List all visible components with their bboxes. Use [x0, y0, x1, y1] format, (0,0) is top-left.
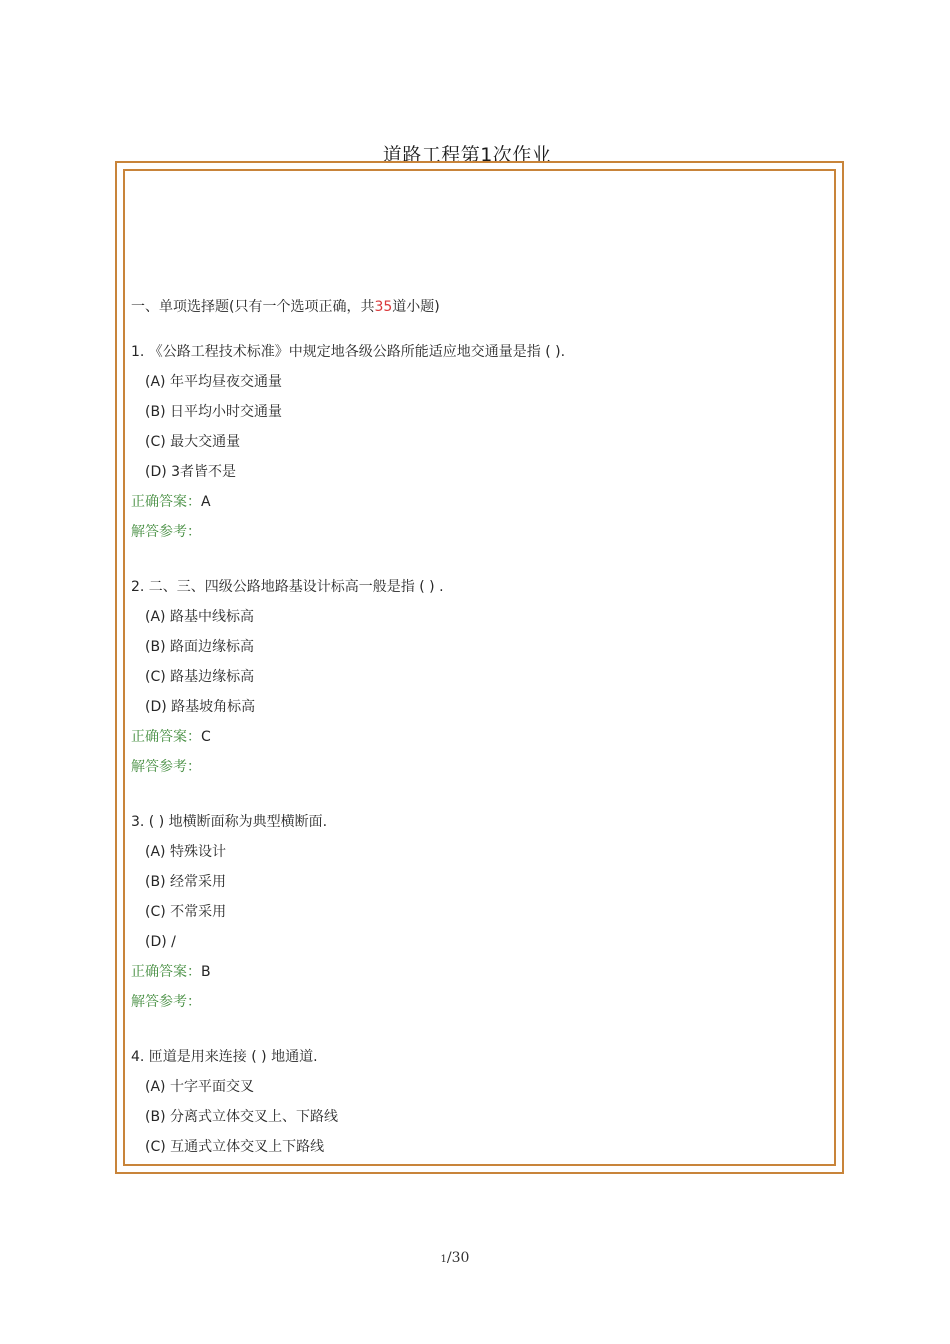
page-number — [0, 1250, 930, 1266]
question-3-option-a: (A) 特殊设计 — [145, 844, 226, 860]
question-1-answer — [131, 493, 211, 511]
answer-value: C — [201, 729, 211, 745]
answer-value: B — [201, 964, 211, 980]
question-count: 35 — [374, 299, 393, 315]
question-1-option-b: (B) 日平均小时交通量 — [145, 404, 282, 420]
question-4-option-a: (A) 十字平面交叉 — [145, 1079, 254, 1095]
question-2-option-d: (D) 路基坡角标高 — [145, 699, 256, 715]
question-3-option-c: (C) 不常采用 — [145, 904, 227, 920]
total-pages: /30 — [446, 1250, 470, 1266]
question-2-stem: 2. 二、三、四级公路地路基设计标高一般是指 ( ) . — [131, 579, 444, 595]
question-3-answer — [131, 963, 211, 981]
question-2-answer — [131, 728, 211, 746]
question-3-option-b: (B) 经常采用 — [145, 874, 226, 890]
question-3-option-d: (D) / — [145, 934, 176, 950]
question-1-option-d: (D) 3者皆不是 — [145, 464, 237, 480]
question-3-explain-label: 解答参考： — [131, 994, 201, 1010]
question-4-stem: 4. 匝道是用来连接 ( ) 地通道. — [131, 1049, 318, 1065]
current-page: 1 — [440, 1254, 447, 1265]
question-1-stem: 1. 《公路工程技术标准》中规定地各级公路所能适应地交通量是指 ( ). — [131, 344, 566, 360]
question-2-option-c: (C) 路基边缘标高 — [145, 669, 255, 685]
section-heading: 一、单项选择题(只有一个选项正确，共35道小题) — [131, 299, 440, 315]
question-3-stem: 3. ( ) 地横断面称为典型横断面. — [131, 814, 328, 830]
question-1-option-c: (C) 最大交通量 — [145, 434, 241, 450]
question-2-explain-label: 解答参考： — [131, 759, 201, 775]
question-2-option-a: (A) 路基中线标高 — [145, 609, 254, 625]
answer-label: 正确答案： — [131, 729, 201, 745]
answer-label: 正确答案： — [131, 964, 201, 980]
question-1-option-a: (A) 年平均昼夜交通量 — [145, 374, 282, 390]
answer-value: A — [201, 494, 211, 510]
question-1-explain-label: 解答参考： — [131, 524, 201, 540]
question-4-option-c: (C) 互通式立体交叉上下路线 — [145, 1139, 325, 1155]
question-4-option-b: (B) 分离式立体交叉上、下路线 — [145, 1109, 338, 1125]
answer-label: 正确答案： — [131, 494, 201, 510]
page-title: 道路工程第1次作业 — [382, 144, 552, 166]
question-2-option-b: (B) 路面边缘标高 — [145, 639, 254, 655]
